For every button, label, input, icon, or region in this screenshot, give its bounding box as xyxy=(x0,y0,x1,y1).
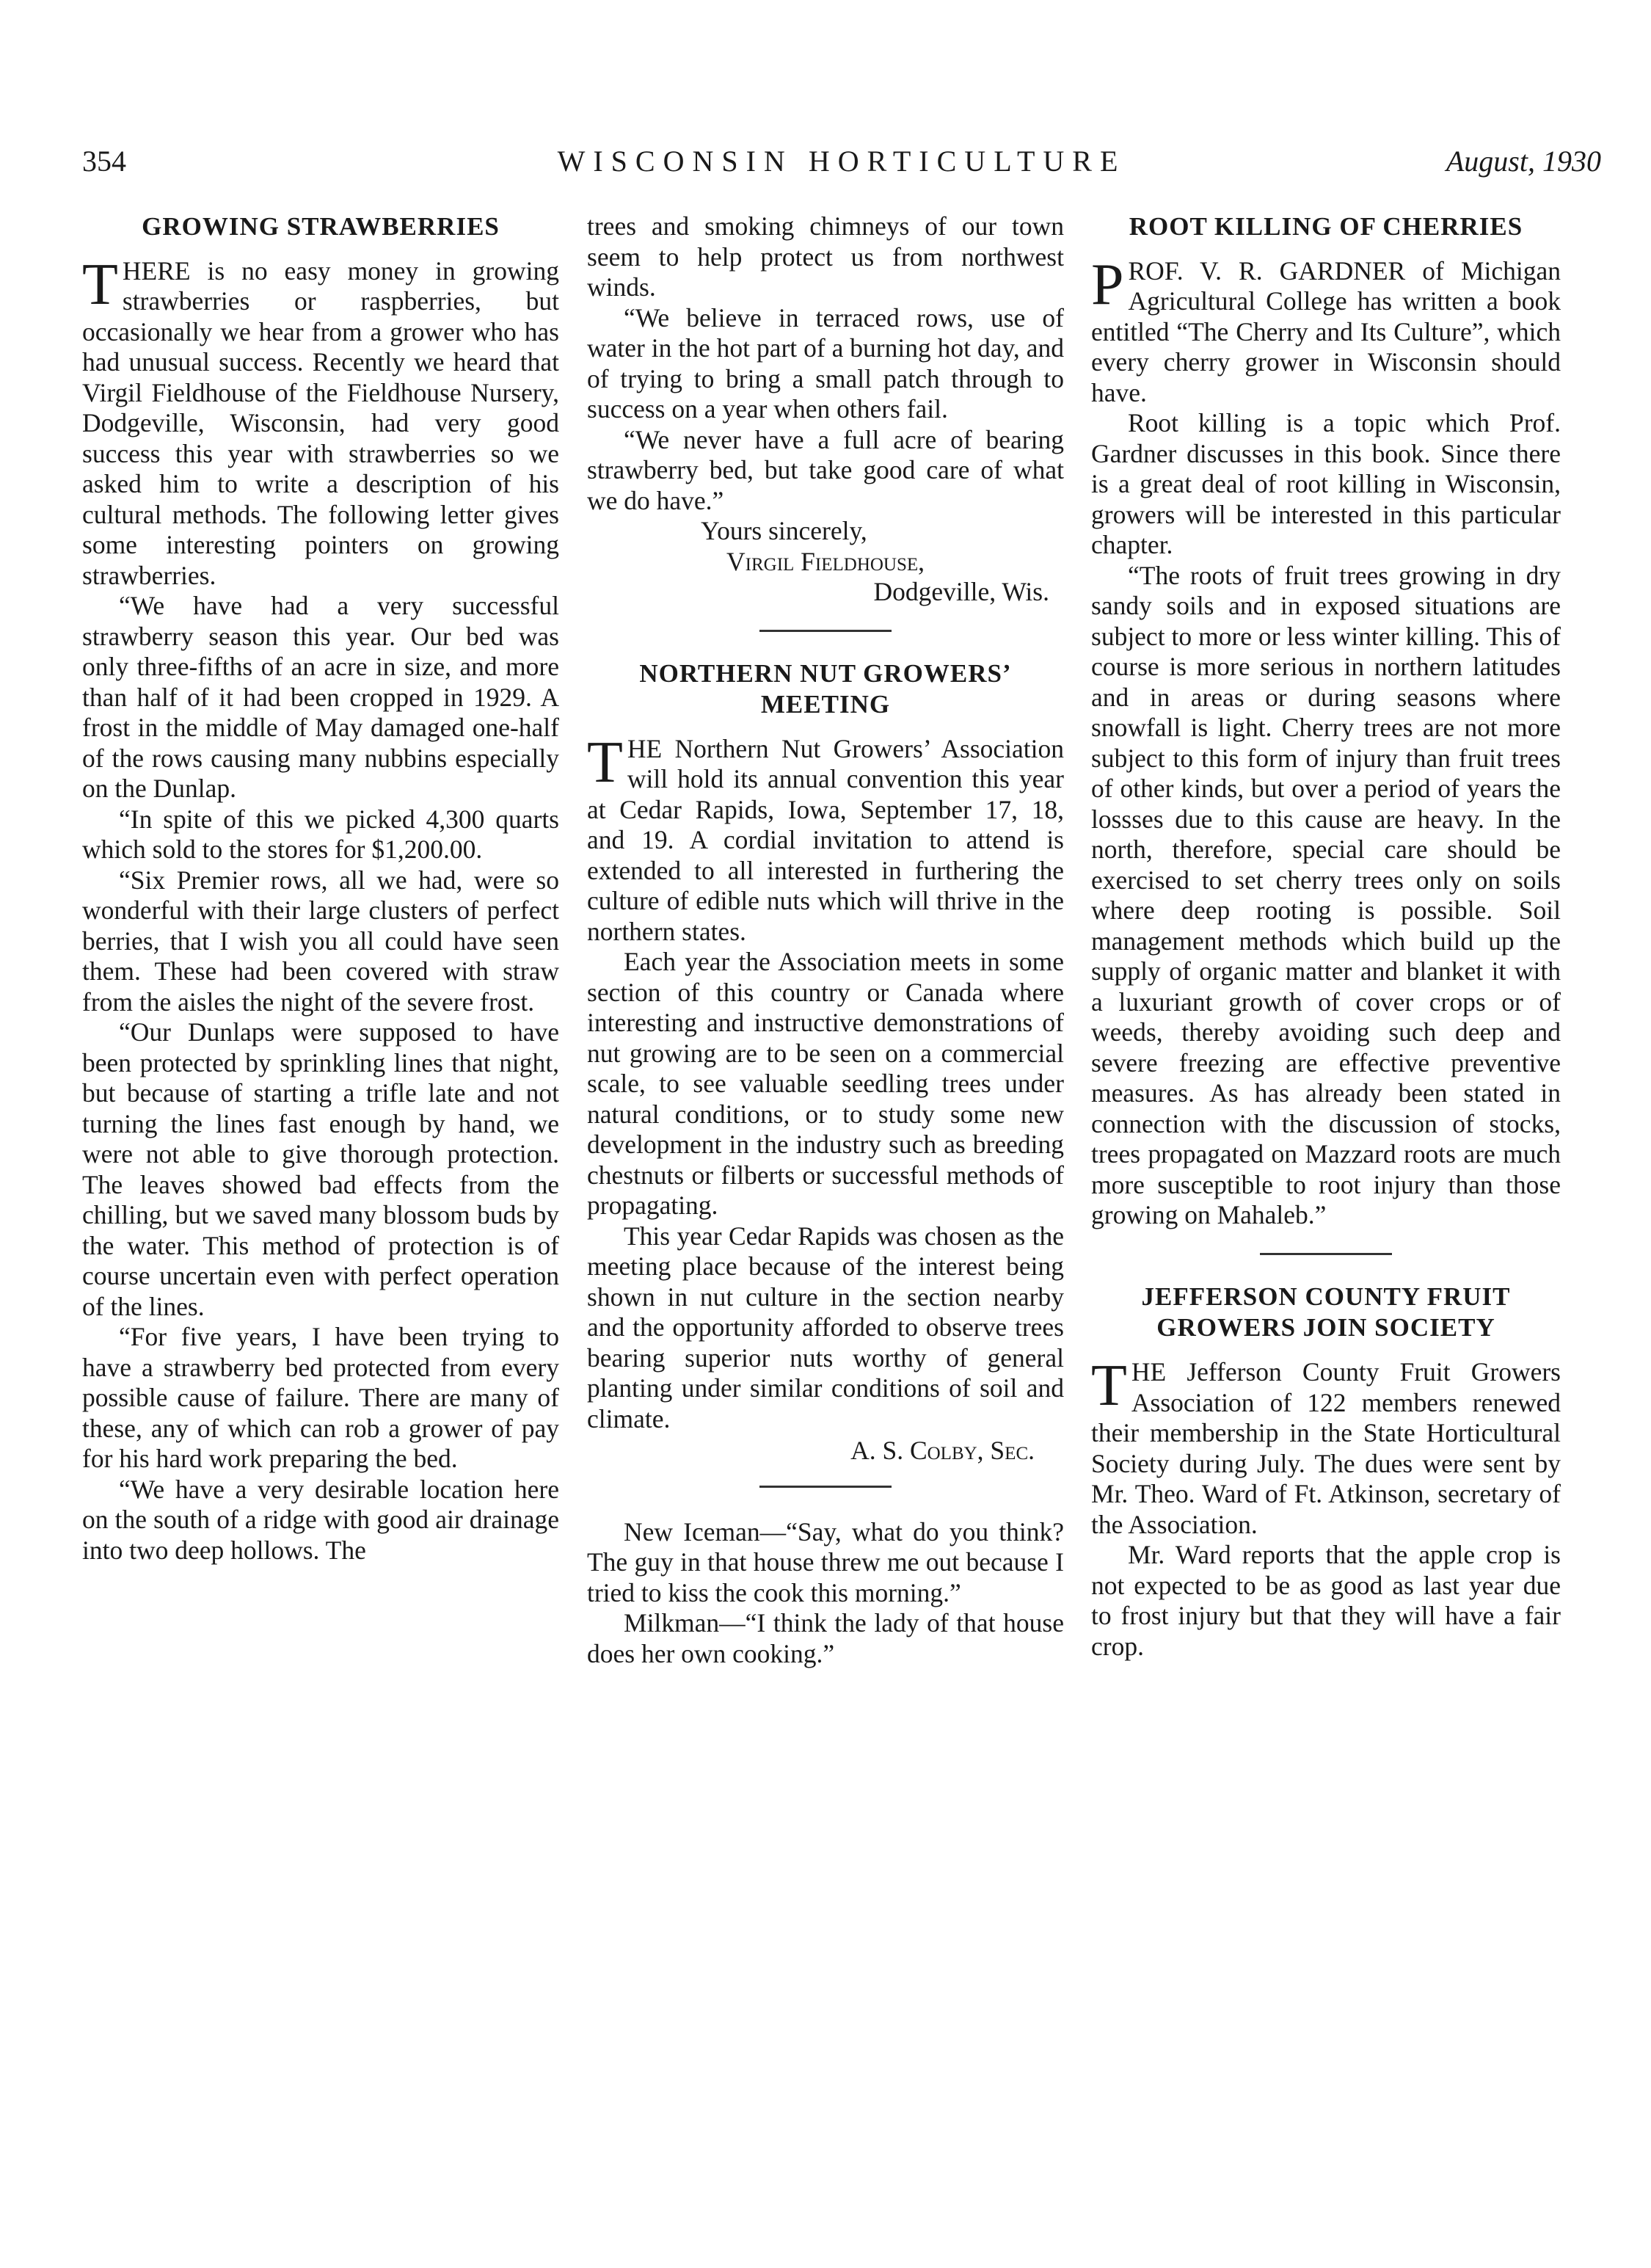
column-3 xyxy=(1091,211,1561,1662)
article-heading-northern-nut-growers: NORTHERN NUT GROWERS’ MEETING xyxy=(639,658,1012,719)
letter-signer: Virgil Fieldhouse, xyxy=(726,546,925,576)
page-number: 354 xyxy=(82,145,126,178)
article-paragraph: “We never have a full acre of bearing strawberry bed, but take good care of what we do have.” xyxy=(587,424,1064,515)
article-paragraph: This year Cedar Rapids was chosen as the meeting place because of the interest being shown in nut culture in the section nearby and the opportunity afforded to observe trees bearing superior nuts worthy of general planting under similar conditions of soil and climate. xyxy=(587,1221,1064,1433)
section-divider xyxy=(1260,1253,1392,1255)
drop-cap: T xyxy=(1091,1353,1127,1419)
article-paragraph: THE Jefferson County Fruit Growers Association of 122 members renewed their membership in the State Horticultural Society during July. The dues were sent by Mr. Theo. Ward of Ft. Atkinson, secretary of the Association. xyxy=(1091,1353,1561,1539)
article-paragraph: Root killing is a topic which Prof. Gardner discusses in this book. Since there is a great deal of root killing in Wisconsin, growers will be interested in this particular chapter. xyxy=(1091,408,1561,560)
issue-date: August, 1930 xyxy=(1446,145,1601,178)
article-paragraph: “Six Premier rows, all we had, were so wonderful with their large clusters of perfect berries, that I wish you all could have seen them. These had been covered with straw from the aisles the night of the severe frost. xyxy=(82,865,559,1017)
article-paragraph: “We have had a very successful strawberry season this year. Our bed was only three-fifths of an acre in size, and more than half of it had been cropped in 1929. A frost in the middle of May damaged one-half of the rows causing many nubbins especially on the Dunlap. xyxy=(82,591,559,804)
article-paragraph: “We have a very desirable location here on the south of a ridge with good air drainage into two deep hollows. The xyxy=(82,1474,559,1565)
article-heading-root-killing: ROOT KILLING OF CHERRIES xyxy=(1129,212,1523,241)
article-paragraph: Each year the Association meets in some section of this country or Canada where interesting and instructive demonstrations of nut growing are to be seen on a commercial scale, to see valuable seedling trees under natural conditions, or to study some new development in the industry such as breeding chestnuts or filberts or successful methods of propagating. xyxy=(587,947,1064,1221)
article-paragraph: Mr. Ward reports that the apple crop is not expected to be as good as last year due to frost injury but that they will have a fair crop. xyxy=(1091,1540,1561,1661)
article-paragraph: PROF. V. R. GARDNER of Michigan Agricultural College has written a book entitled “The Cherry and Its Culture”, which every cherry grower in Wisconsin should have. xyxy=(1091,252,1561,407)
drop-cap: P xyxy=(1091,252,1124,317)
section-divider xyxy=(759,1486,892,1488)
letter-signer-place: Dodgeville, Wis. xyxy=(873,577,1049,606)
article-paragraph: trees and smoking chimneys of our town seem to help protect us from northwest winds. xyxy=(587,211,1064,302)
page-header xyxy=(82,144,1601,188)
article-paragraph: “Our Dunlaps were supposed to have been protected by sprinkling lines that night, but because of starting a trifle late and not turning the lines fast enough by hand, we were not able to give thorough protection. The leaves showed bad effects from the chilling, but we saved many blossom buds by the water. This method of protection is of course uncertain even with perfect operation of the lines. xyxy=(82,1017,559,1321)
drop-cap: T xyxy=(587,730,623,795)
article-paragraph: THE Northern Nut Growers’ Association will hold its annual convention this year at Cedar Rapids, Iowa, September 17, 18, and 19. A cordial invitation to attend is extended to all interested in furthering the culture of edible nuts which will thrive in the northern states. xyxy=(587,730,1064,946)
letter-closing: Yours sincerely, xyxy=(701,516,867,545)
article-signature: A. S. Colby, Sec. xyxy=(850,1436,1035,1466)
article-paragraph: “For five years, I have been trying to have a strawberry bed protected from every possible cause of failure. There are many of these, any of which can rob a grower of pay for his hard work preparing the bed. xyxy=(82,1322,559,1474)
joke-paragraph: New Iceman—“Say, what do you think? The guy in that house threw me out because I tried to kiss the cook this morning.” xyxy=(587,1516,1064,1607)
joke-paragraph: Milkman—“I think the lady of that house does her own cooking.” xyxy=(587,1608,1064,1668)
article-heading-growing-strawberries: GROWING STRAWBERRIES xyxy=(142,212,500,241)
publication-title: WISCONSIN HORTICULTURE xyxy=(557,145,1126,178)
article-paragraph: THERE is no easy money in growing strawberries or raspberries, but occasionally we hear from a grower who has had unusual success. Recently we heard that Virgil Fieldhouse of the Fieldhouse Nursery, Dodgeville, Wisconsin, had very good success this year with strawberries so we asked him to write a description of his cultural methods. The following letter gives some interesting pointers on growing strawberries. xyxy=(82,252,559,590)
article-heading-jefferson-county: JEFFERSON COUNTY FRUIT GROWERS JOIN SOCIETY xyxy=(1141,1282,1511,1342)
column-2 xyxy=(587,211,1064,1669)
article-paragraph: “We believe in terraced rows, use of water in the hot part of a burning hot day, and of trying to bring a small patch through to success on a year when others fail. xyxy=(587,302,1064,424)
column-1 xyxy=(82,211,559,1566)
drop-cap: T xyxy=(82,252,118,317)
article-paragraph: “The roots of fruit trees growing in dry sandy soils and in exposed situations are subject to more or less winter killing. This of course is more serious in northern latitudes and in areas or during seasons where snowfall is light. Cherry trees are not more subject to this form of injury than fruit trees of other kinds, but over a period of years the lossses due to this cause are heavy. In the north, therefore, special care should be exercised to set cherry trees only on soils where deep rooting is possible. Soil management methods which build up the supply of organic matter and blanket it with a luxuriant growth of cover crops or of weeds, thereby avoiding such deep and severe freezing are effective preventive measures. As has already been stated in connection with the discussion of stocks, trees propagated on Mazzard roots are much more susceptible to root injury than those growing on Mahaleb.” xyxy=(1091,560,1561,1230)
section-divider xyxy=(759,630,892,632)
article-paragraph: “In spite of this we picked 4,300 quarts which sold to the stores for $1,200.00. xyxy=(82,804,559,865)
